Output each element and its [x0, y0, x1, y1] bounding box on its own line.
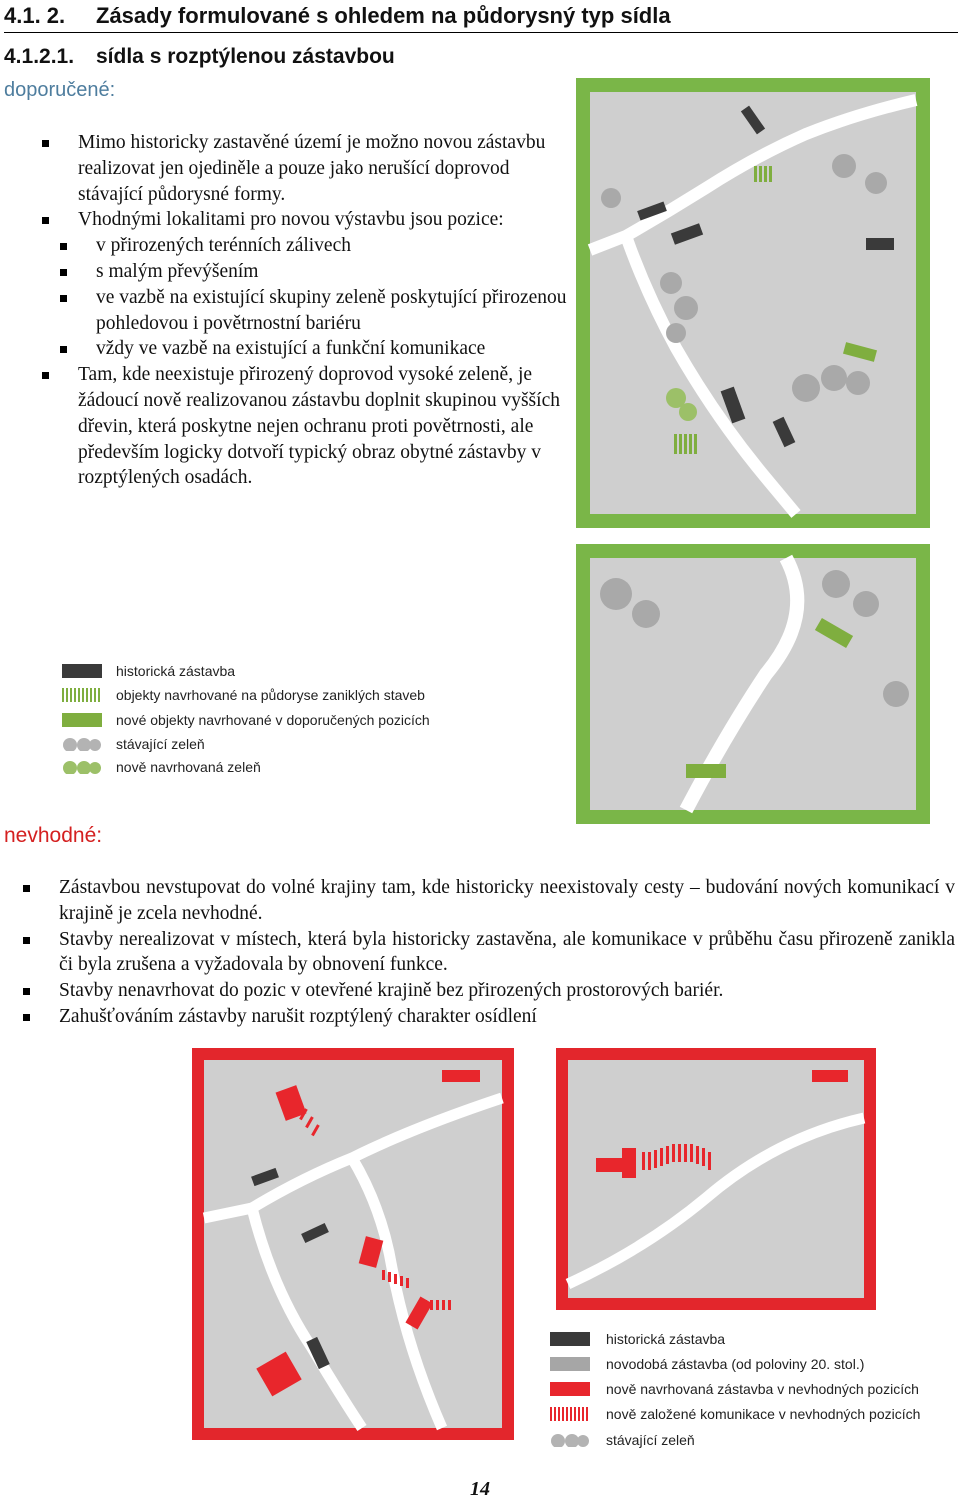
list-item: Vhodnými lokalitami pro novou výstavbu jsou pozice: — [78, 207, 568, 233]
swatch-historic — [62, 664, 102, 678]
recommended-label: doporučené: — [4, 79, 116, 101]
legend-recommended — [62, 662, 482, 782]
legend-label: historická zástavba — [606, 1331, 726, 1347]
list-item: s malým převýšením — [78, 259, 568, 285]
legend-label: historická zástavba — [116, 663, 236, 679]
subsection-heading — [4, 44, 395, 70]
list-item: Stavby nerealizovat v místech, která byla historicky zastavěna, ale komunikace v průběhu času přirozeně zanikla či byla zrušena a vyžadovala by obnovení funkce. — [59, 927, 955, 979]
unsuitable-map-1 — [192, 1048, 514, 1440]
legend-label: nově navrhovaná zástavba v nevhodných pozicích — [606, 1381, 919, 1397]
list-item: Zahušťováním zástavby narušit rozptýlený charakter osídlení — [59, 1004, 955, 1030]
list-item: Zástavbou nevstupovat do volné krajiny tam, kde historicky neexistovaly cesty – budování nových komunikací v krajině je zcela nevhodné. — [59, 875, 955, 927]
list-item: v přirozených terénních zálivech — [78, 233, 568, 259]
unsuitable-list — [59, 875, 955, 1030]
subsection-number: 4.1.2.1. — [4, 45, 75, 68]
unsuitable-map-2 — [556, 1048, 876, 1310]
swatch-historic — [550, 1332, 590, 1346]
list-item: Mimo historicky zastavěné území je možno novou zástavbu realizovat jen ojediněle a pouze jako nerušící doprovod stávající půdorysné formy. — [78, 130, 568, 207]
legend-label: stávající zeleň — [606, 1432, 695, 1448]
list-item: Stavby nenavrhovat do pozic v otevřené krajině bez přirozených prostorových bariér. — [59, 978, 955, 1004]
list-item: vždy ve vazbě na existující a funkční komunikace — [78, 336, 568, 362]
recommended-map-2 — [576, 544, 930, 824]
swatch-new-greenery — [62, 760, 102, 774]
list-item: Tam, kde neexistuje přirozený doprovod vysoké zeleně, je žádoucí nově realizovanou zástavbu doplnit skupinou vyšších dřevin, která poskytne nejen ochranu proti povětrnosti, ale především logicky dotvoří typický obraz obytné zástavby v rozptýlených osadách. — [78, 362, 568, 491]
swatch-existing-greenery — [62, 737, 102, 751]
legend-label: novodobá zástavba (od poloviny 20. stol.) — [606, 1356, 865, 1372]
legend-label: stávající zeleň — [116, 736, 205, 752]
section-number: 4.1. 2. — [4, 3, 66, 28]
swatch-hatched-green — [62, 688, 102, 702]
legend-unsuitable — [550, 1330, 940, 1455]
swatch-green — [62, 713, 102, 727]
list-item: ve vazbě na existující skupiny zeleně poskytující přirozenou pohledovou i povětrnostní bariéru — [78, 285, 568, 337]
section-heading — [4, 2, 958, 33]
swatch-modern — [550, 1357, 590, 1371]
swatch-hatched-red — [550, 1407, 590, 1421]
subsection-title: sídla s rozptýlenou zástavbou — [96, 45, 395, 68]
unsuitable-label: nevhodné: — [4, 824, 103, 847]
swatch-existing-greenery — [550, 1433, 590, 1447]
section-title: Zásady formulované s ohledem na půdorysný typ sídla — [96, 3, 671, 28]
recommended-map-1 — [576, 78, 930, 528]
legend-label: nově založené komunikace v nevhodných pozicích — [606, 1406, 921, 1422]
page-number: 14 — [470, 1478, 490, 1500]
swatch-red — [550, 1382, 590, 1396]
legend-label: nové objekty navrhované v doporučených pozicích — [116, 712, 430, 728]
recommended-list — [78, 130, 568, 491]
legend-label: objekty navrhované na půdoryse zaniklých staveb — [116, 687, 425, 703]
legend-label: nově navrhovaná zeleň — [116, 759, 261, 775]
